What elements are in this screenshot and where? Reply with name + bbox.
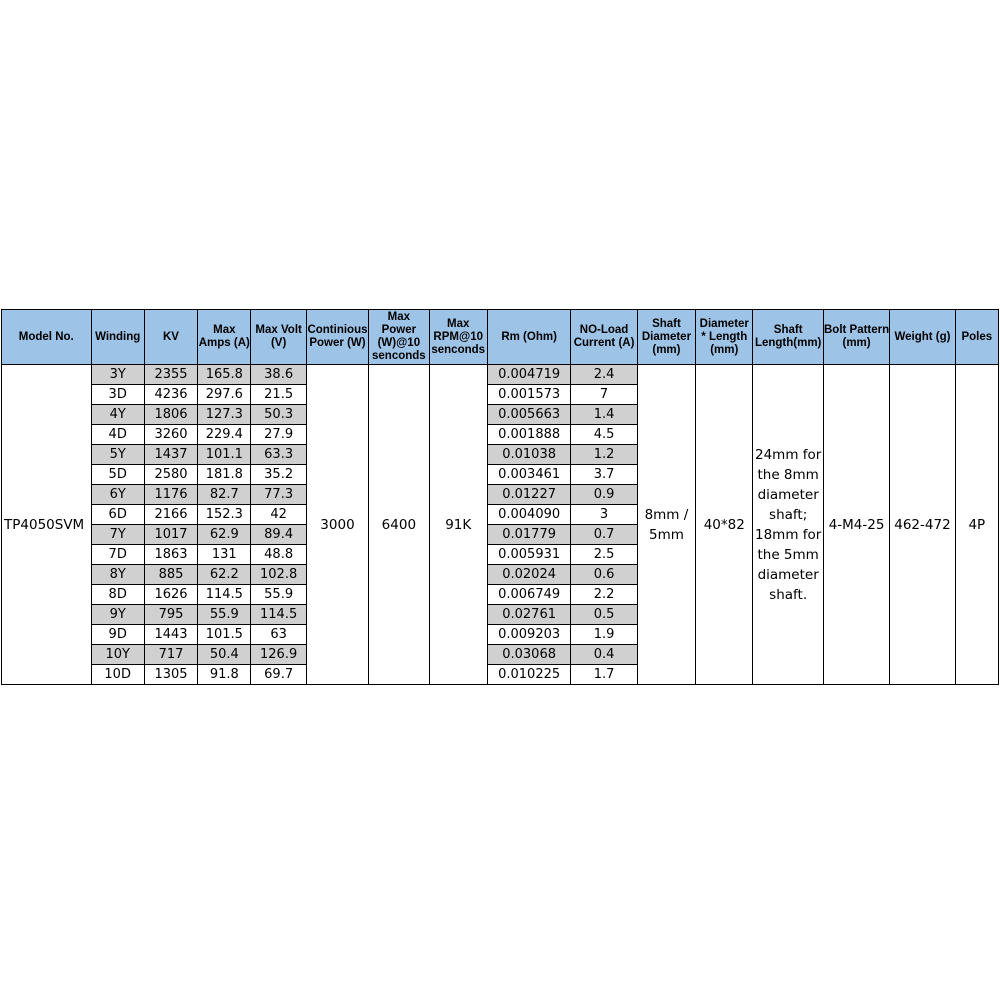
winding-cell: 5Y [91,445,144,465]
header-row [2,310,999,365]
kv-cell: 2355 [144,365,197,385]
header-shaft-length: Shaft Length(mm) [753,310,823,365]
poles-cell: 4P [955,365,998,685]
winding-cell: 7D [91,545,144,565]
kv-cell: 1443 [144,625,197,645]
max-volt-cell: 50.3 [251,405,306,425]
no-load-current-cell: 1.7 [571,665,637,685]
max-volt-cell: 114.5 [251,605,306,625]
max-amps-cell: 152.3 [198,505,251,525]
rm-cell: 0.006749 [487,585,571,605]
winding-cell: 4Y [91,405,144,425]
max-volt-cell: 77.3 [251,485,306,505]
rm-cell: 0.001888 [487,425,571,445]
max-volt-cell: 55.9 [251,585,306,605]
rm-cell: 0.010225 [487,665,571,685]
max-volt-cell: 38.6 [251,365,306,385]
no-load-current-cell: 1.2 [571,445,637,465]
motor-spec-table [1,309,999,685]
max-amps-cell: 181.8 [198,465,251,485]
header-max-volt: Max Volt (V) [251,310,306,365]
max-amps-cell: 131 [198,545,251,565]
winding-cell: 9Y [91,605,144,625]
winding-cell: 10Y [91,645,144,665]
max-volt-cell: 69.7 [251,665,306,685]
rm-cell: 0.005663 [487,405,571,425]
header-shaft-diameter: Shaft Diameter (mm) [637,310,695,365]
shaft-length-cell: 24mm for the 8mm diameter shaft; 18mm for the 5mm diameter shaft. [753,365,823,685]
max-volt-cell: 48.8 [251,545,306,565]
header-max-amps: Max Amps (A) [198,310,251,365]
max-amps-cell: 55.9 [198,605,251,625]
no-load-current-cell: 0.4 [571,645,637,665]
header-weight: Weight (g) [890,310,955,365]
no-load-current-cell: 1.4 [571,405,637,425]
header-poles: Poles [955,310,998,365]
rm-cell: 0.001573 [487,385,571,405]
rm-cell: 0.009203 [487,625,571,645]
header-rm: Rm (Ohm) [487,310,571,365]
max-amps-cell: 101.1 [198,445,251,465]
no-load-current-cell: 2.2 [571,585,637,605]
no-load-current-cell: 4.5 [571,425,637,445]
winding-cell: 6Y [91,485,144,505]
kv-cell: 1626 [144,585,197,605]
max-amps-cell: 229.4 [198,425,251,445]
no-load-current-cell: 0.5 [571,605,637,625]
no-load-current-cell: 1.9 [571,625,637,645]
kv-cell: 1176 [144,485,197,505]
diameter-length-cell: 40*82 [696,365,753,685]
no-load-current-cell: 0.9 [571,485,637,505]
header-max-rpm: Max RPM@10 senconds [429,310,487,365]
model-no-cell: TP4050SVM [2,365,92,685]
max-volt-cell: 63.3 [251,445,306,465]
header-winding: Winding [91,310,144,365]
max-amps-cell: 127.3 [198,405,251,425]
max-amps-cell: 50.4 [198,645,251,665]
kv-cell: 2166 [144,505,197,525]
table-row [2,365,999,385]
bolt-pattern-cell: 4-M4-25 [823,365,889,685]
rm-cell: 0.004090 [487,505,571,525]
header-model-no: Model No. [2,310,92,365]
no-load-current-cell: 2.4 [571,365,637,385]
kv-cell: 1305 [144,665,197,685]
kv-cell: 1863 [144,545,197,565]
header-max-power: Max Power (W)@10 senconds [369,310,429,365]
max-amps-cell: 297.6 [198,385,251,405]
kv-cell: 1806 [144,405,197,425]
kv-cell: 4236 [144,385,197,405]
max-volt-cell: 35.2 [251,465,306,485]
kv-cell: 885 [144,565,197,585]
no-load-current-cell: 3 [571,505,637,525]
max-amps-cell: 62.2 [198,565,251,585]
no-load-current-cell: 7 [571,385,637,405]
rm-cell: 0.03068 [487,645,571,665]
rm-cell: 0.003461 [487,465,571,485]
winding-cell: 9D [91,625,144,645]
kv-cell: 3260 [144,425,197,445]
weight-cell: 462-472 [890,365,955,685]
winding-cell: 8D [91,585,144,605]
no-load-current-cell: 3.7 [571,465,637,485]
rm-cell: 0.02761 [487,605,571,625]
kv-cell: 1437 [144,445,197,465]
max-volt-cell: 102.8 [251,565,306,585]
max-volt-cell: 63 [251,625,306,645]
max-amps-cell: 82.7 [198,485,251,505]
winding-cell: 5D [91,465,144,485]
rm-cell: 0.005931 [487,545,571,565]
no-load-current-cell: 0.6 [571,565,637,585]
max-amps-cell: 165.8 [198,365,251,385]
max-power-cell: 6400 [369,365,429,685]
shaft-diameter-cell: 8mm / 5mm [637,365,695,685]
rm-cell: 0.02024 [487,565,571,585]
max-rpm-cell: 91K [429,365,487,685]
max-volt-cell: 42 [251,505,306,525]
kv-cell: 717 [144,645,197,665]
rm-cell: 0.01038 [487,445,571,465]
rm-cell: 0.01227 [487,485,571,505]
winding-cell: 10D [91,665,144,685]
continuous-power-cell: 3000 [306,365,368,685]
winding-cell: 8Y [91,565,144,585]
kv-cell: 2580 [144,465,197,485]
max-volt-cell: 27.9 [251,425,306,445]
header-continuous-power: Continious Power (W) [306,310,368,365]
max-amps-cell: 91.8 [198,665,251,685]
table-body [2,365,999,685]
no-load-current-cell: 0.7 [571,525,637,545]
header-diameter-length: Diameter * Length (mm) [696,310,753,365]
max-volt-cell: 126.9 [251,645,306,665]
kv-cell: 795 [144,605,197,625]
no-load-current-cell: 2.5 [571,545,637,565]
winding-cell: 6D [91,505,144,525]
max-volt-cell: 89.4 [251,525,306,545]
winding-cell: 3D [91,385,144,405]
max-amps-cell: 114.5 [198,585,251,605]
header-no-load-current: NO-Load Current (A) [571,310,637,365]
header-kv: KV [144,310,197,365]
rm-cell: 0.01779 [487,525,571,545]
rm-cell: 0.004719 [487,365,571,385]
winding-cell: 4D [91,425,144,445]
winding-cell: 7Y [91,525,144,545]
kv-cell: 1017 [144,525,197,545]
max-amps-cell: 101.5 [198,625,251,645]
max-volt-cell: 21.5 [251,385,306,405]
winding-cell: 3Y [91,365,144,385]
header-bolt-pattern: Bolt Pattern (mm) [823,310,889,365]
max-amps-cell: 62.9 [198,525,251,545]
